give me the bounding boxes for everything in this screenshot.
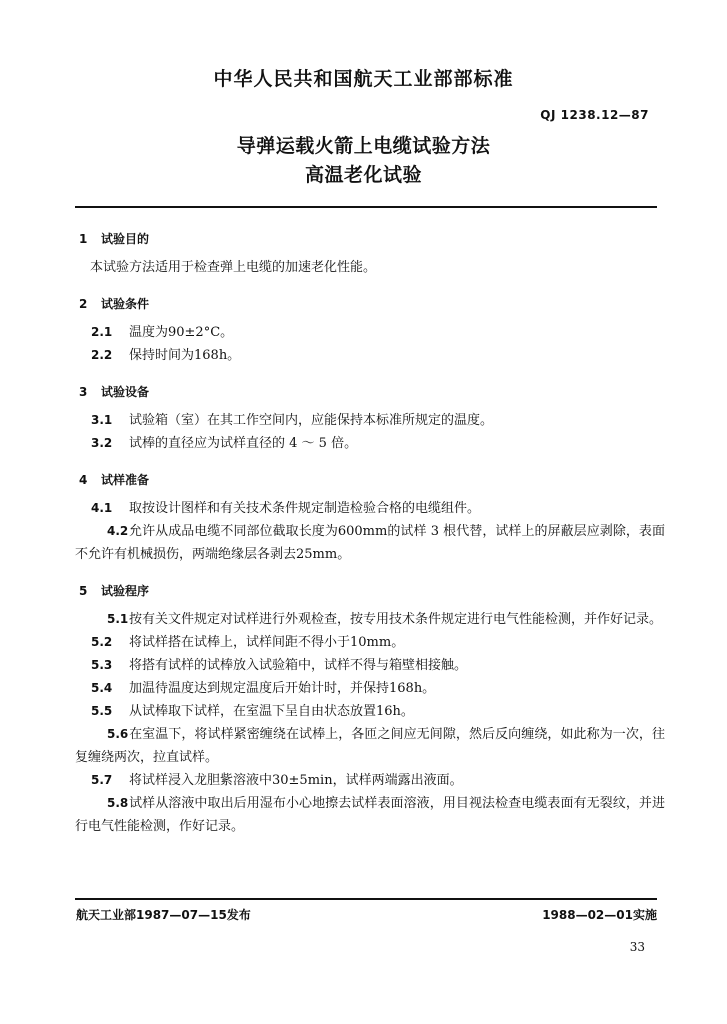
clause-item — [75, 344, 665, 367]
clause-item — [75, 497, 665, 520]
clause-number: 4.2 — [107, 524, 129, 538]
clause-text: 试样从溶液中取出后用湿布小心地擦去试样表面溶液，用目视法检查电缆表面有无裂纹，并进行电气性能检测，作好记录。 — [75, 796, 665, 834]
clause-text: 将搭有试样的试棒放入试验箱中，试样不得与箱壁相接触。 — [129, 658, 468, 673]
clause-text: 按有关文件规定对试样进行外观检查，按专用技术条件规定进行电气性能检测，并作好记录。 — [129, 612, 663, 627]
clause-number: 5.5 — [91, 704, 113, 718]
clause-number: 5.4 — [91, 681, 113, 695]
clause-text: 将试样浸入龙胆紫溶液中30±5min，试样两端露出液面。 — [129, 773, 463, 788]
section-title: 试样准备 — [101, 473, 150, 487]
clause-number: 5.1 — [107, 612, 129, 626]
clause-item — [75, 409, 665, 432]
section-heading — [79, 228, 665, 250]
clause-text: 在室温下，将试样紧密缠绕在试棒上，各匝之间应无间隙，然后反向缠绕，如此称为一次，往复缠绕两次，拉直试样。 — [75, 727, 665, 765]
clause-item — [75, 654, 665, 677]
footer-divider — [75, 898, 657, 900]
clause-number: 5.2 — [91, 635, 113, 649]
clause-number: 5.8 — [107, 796, 129, 810]
document-title: 导弹运载火箭上电缆试验方法 — [236, 135, 491, 157]
issue-date: 航天工业部1987—07—15发布 — [76, 908, 251, 922]
clause-text: 温度为90±2°C。 — [129, 325, 234, 340]
section-number: 2 — [79, 297, 88, 311]
clause-item — [75, 723, 665, 769]
page-number: 33 — [629, 940, 645, 954]
clause-number: 5.3 — [91, 658, 113, 672]
clause-item — [75, 321, 665, 344]
section-sample-prep — [75, 469, 665, 566]
section-number: 3 — [79, 385, 88, 399]
section-number: 5 — [79, 584, 88, 598]
clause-item — [75, 608, 665, 631]
clause-item — [75, 677, 665, 700]
section-number: 1 — [79, 232, 88, 246]
section-title: 试验设备 — [101, 385, 150, 399]
issuing-organization: 中华人民共和国航天工业部部标准 — [213, 68, 514, 90]
section-title: 试验程序 — [101, 584, 150, 598]
clause-text: 试验箱（室）在其工作空间内，应能保持本标准所规定的温度。 — [129, 413, 494, 428]
document-subtitle: 高温老化试验 — [304, 164, 422, 186]
section-heading — [79, 580, 665, 602]
clause-item — [75, 631, 665, 654]
clause-text: 从试棒取下试样，在室温下呈自由状态放置16h。 — [129, 704, 414, 719]
clause-text: 允许从成品电缆不同部位截取长度为600mm的试样 3 根代替，试样上的屏蔽层应剥除，表面不允许有机械损伤，两端绝缘层各剥去25mm。 — [75, 524, 665, 562]
clause-number: 2.1 — [91, 325, 113, 339]
clause-item — [75, 700, 665, 723]
effective-date: 1988—02—01实施 — [542, 908, 657, 922]
section-paragraph: 本试验方法适用于检查弹上电缆的加速老化性能。 — [90, 260, 377, 275]
section-number: 4 — [79, 473, 88, 487]
section-conditions — [75, 293, 665, 367]
clause-number: 5.7 — [91, 773, 113, 787]
standard-code: QJ 1238.12—87 — [540, 108, 649, 122]
section-purpose — [75, 228, 665, 279]
clause-item — [75, 520, 665, 566]
clause-number: 5.6 — [107, 727, 129, 741]
clause-text: 加温待温度达到规定温度后开始计时，并保持168h。 — [129, 681, 436, 696]
document-body — [75, 228, 665, 838]
clause-item — [75, 792, 665, 838]
clause-number: 3.1 — [91, 413, 113, 427]
section-title: 试验条件 — [101, 297, 150, 311]
section-heading — [79, 381, 665, 403]
clause-text: 将试样搭在试棒上，试样间距不得小于10mm。 — [129, 635, 405, 650]
clause-number: 4.1 — [91, 501, 113, 515]
section-heading — [79, 293, 665, 315]
clause-text: 保持时间为168h。 — [129, 348, 241, 363]
section-title: 试验目的 — [101, 232, 150, 246]
clause-number: 2.2 — [91, 348, 113, 362]
clause-item — [75, 769, 665, 792]
clause-number: 3.2 — [91, 436, 113, 450]
section-procedure — [75, 580, 665, 838]
clause-text: 试棒的直径应为试样直径的 4 ～ 5 倍。 — [129, 436, 358, 451]
section-heading — [79, 469, 665, 491]
section-equipment — [75, 381, 665, 455]
clause-item — [75, 432, 665, 455]
header-divider — [75, 206, 657, 208]
clause-text: 取按设计图样和有关技术条件规定制造检验合格的电缆组件。 — [129, 501, 481, 516]
